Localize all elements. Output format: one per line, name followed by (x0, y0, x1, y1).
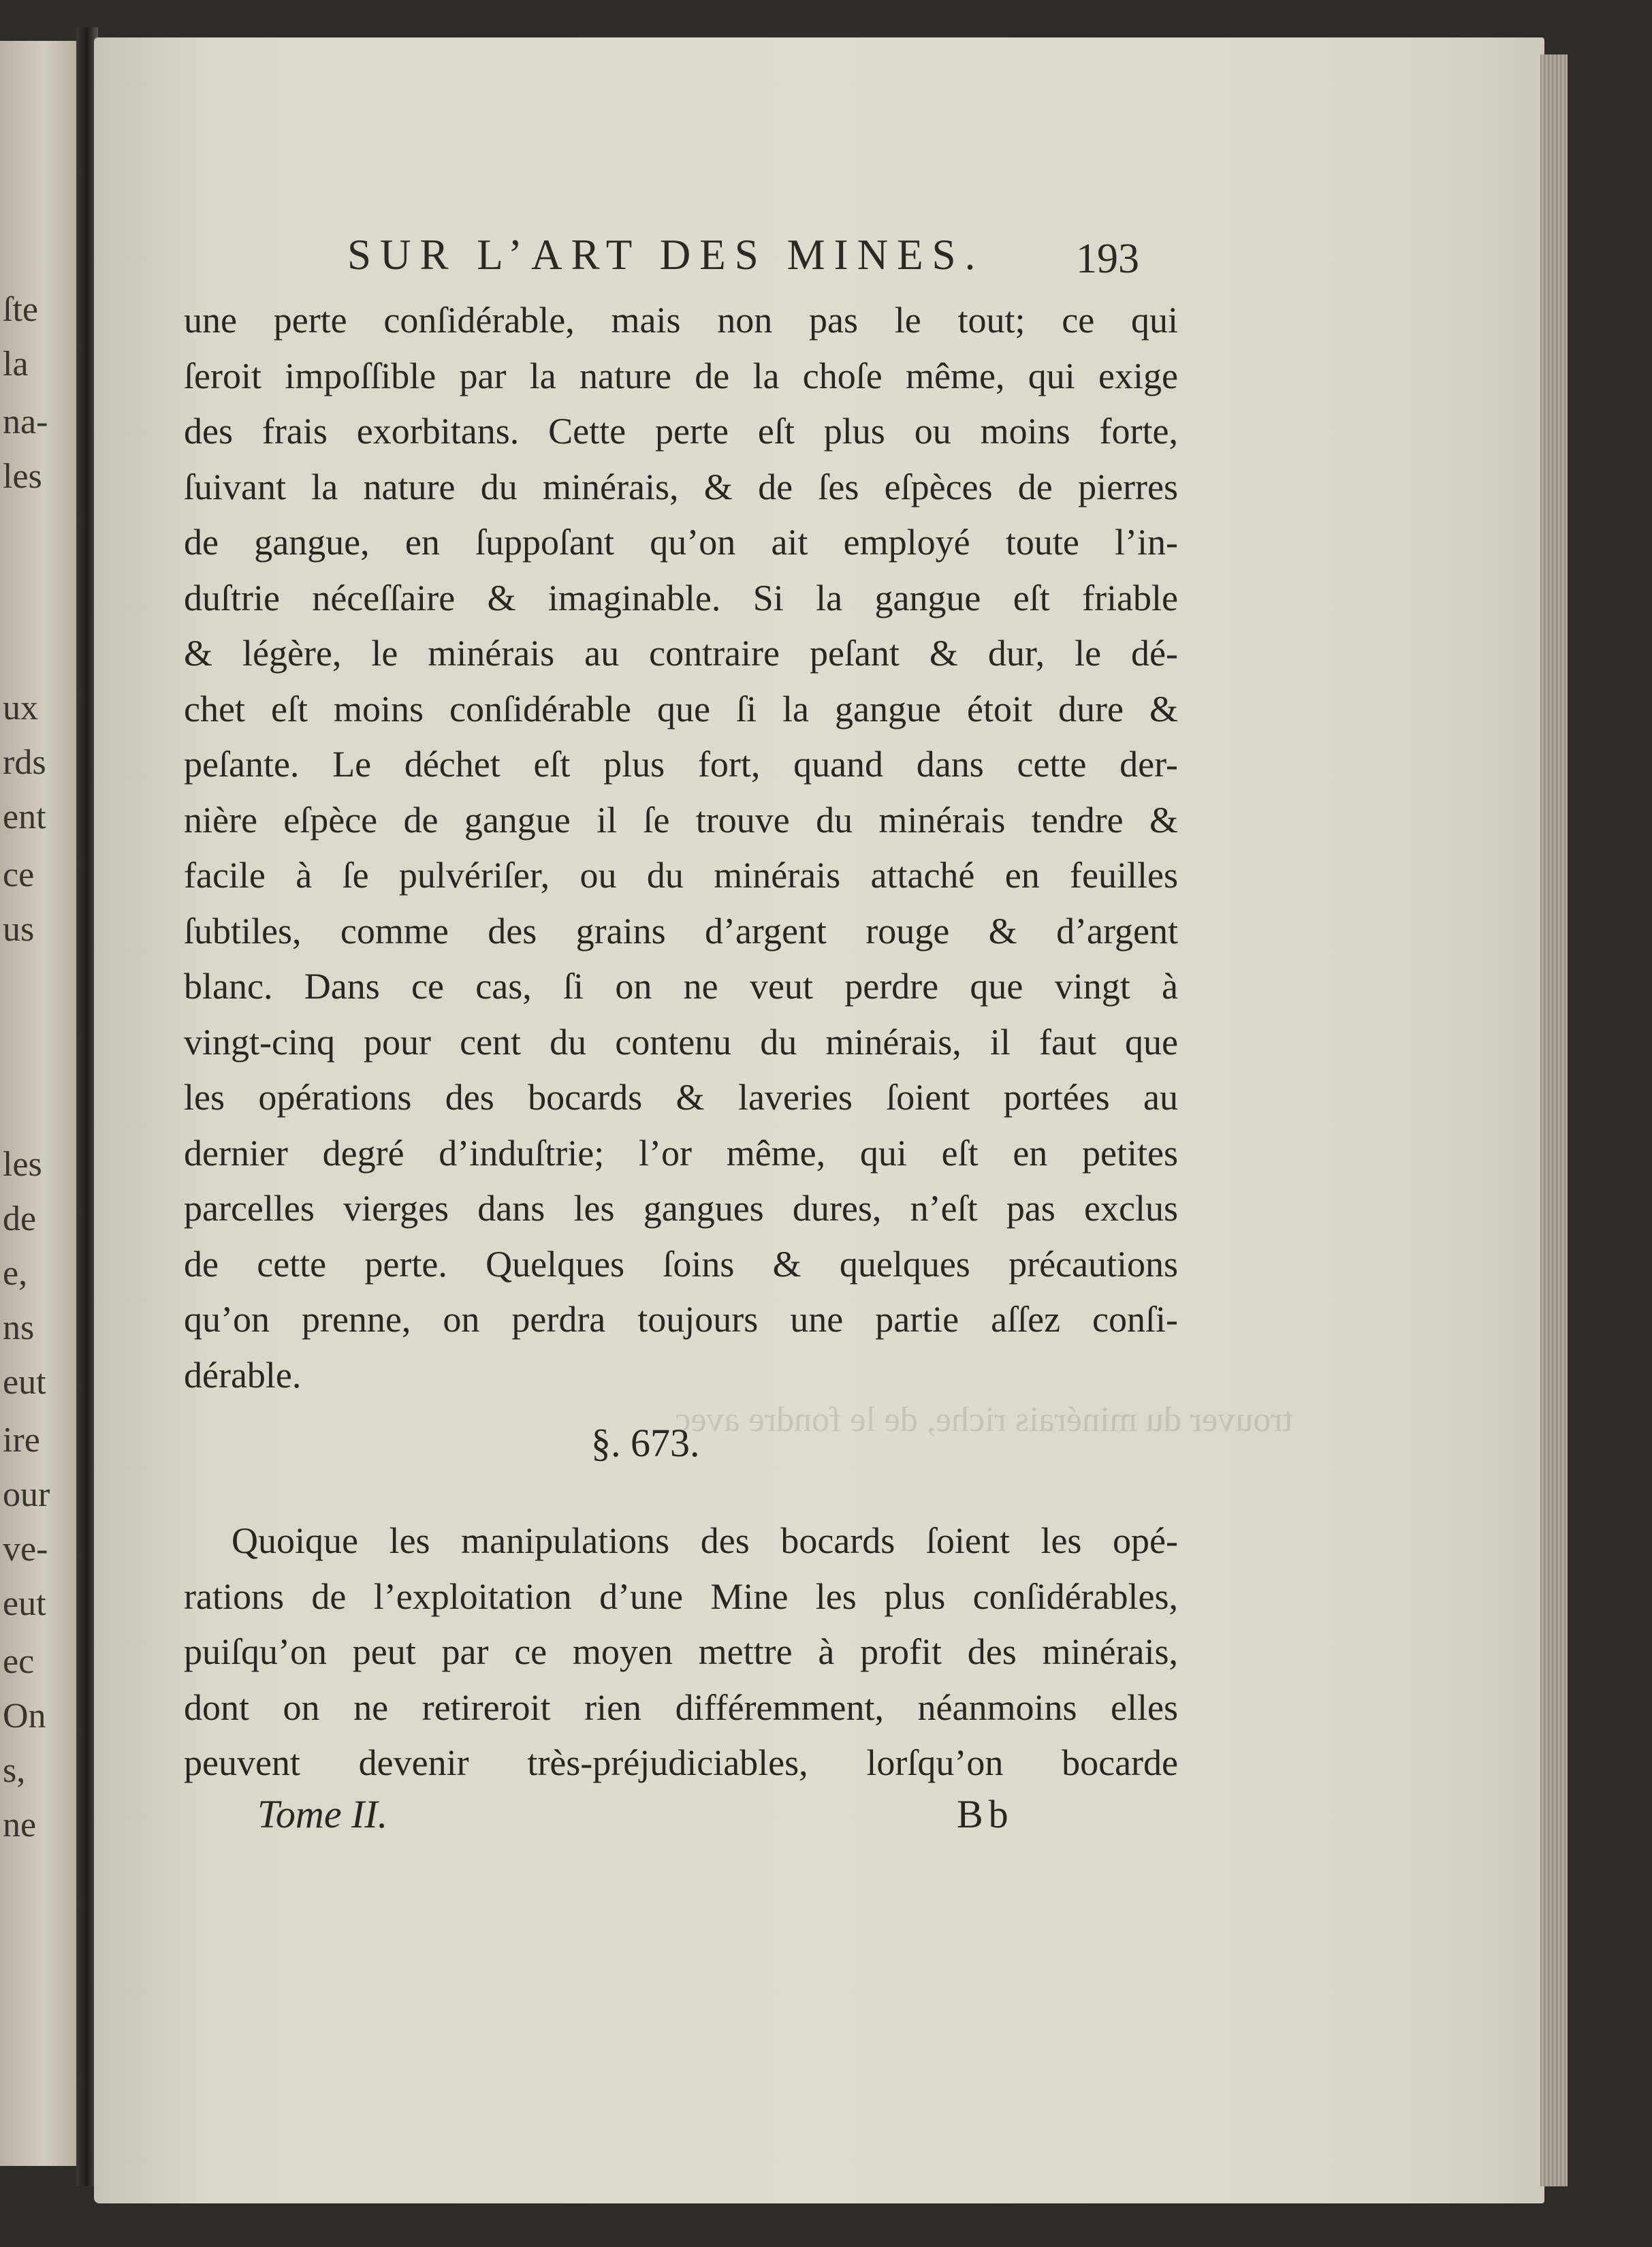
facing-page-fragment: rds (3, 743, 46, 782)
text-line: peſante. Le déchet eſt plus fort, quand dans cette der- (184, 744, 1178, 785)
page-fore-edge (1540, 54, 1568, 2186)
text-line: dernier degré d’induſtrie; l’or même, qui eſt en petites (184, 1132, 1178, 1174)
text-line: & légère, le minérais au contraire peſant & dur, le dé- (184, 633, 1178, 674)
text-line: dérable. (184, 1354, 302, 1396)
facing-page-fragment: ſte (3, 290, 38, 329)
text-line: puiſqu’on peut par ce moyen mettre à profit des minérais, (184, 1631, 1178, 1672)
text-line: facile à ſe pulvériſer, ou du minérais attaché en feuilles (184, 855, 1178, 896)
text-line: ſeroit impoſſible par la nature de la choſe même, qui exige (184, 355, 1178, 396)
text-line: qu’on prenne, on perdra toujours une partie aſſez conſi- (184, 1299, 1178, 1340)
section-number: §. 673. (591, 1421, 700, 1465)
facing-page-fragment: On (3, 1697, 46, 1735)
facing-page-fragment: eut (3, 1363, 46, 1402)
text-line: nière eſpèce de gangue il ſe trouve du minérais tendre & (184, 799, 1178, 840)
text-line: ſubtiles, comme des grains d’argent rouge & d’argent (184, 910, 1178, 952)
facing-page-edge (0, 41, 80, 2166)
paragraph-new (184, 1513, 1178, 1791)
text-line: dont on ne retireroit rien différemment, néanmoins elles (184, 1686, 1178, 1728)
signature-mark: Bb (957, 1792, 1014, 1836)
text-line: vingt-cinq pour cent du contenu du minérais, il faut que (184, 1021, 1178, 1063)
running-head: SUR L’ART DES MINES. (347, 231, 985, 279)
text-line: des frais exorbitans. Cette perte eſt plus ou moins forte, (184, 411, 1178, 452)
text-line: peuvent devenir très-préjudiciables, lorſqu’on bocarde (184, 1742, 1178, 1783)
text-line: de cette perte. Quelques ſoins & quelques précautions (184, 1243, 1178, 1285)
show-through-text: trouver du minérais riche, de le fondre avec (675, 1400, 1292, 1439)
facing-page-fragment: our (3, 1475, 50, 1514)
facing-page-fragment: les (3, 457, 42, 496)
facing-page-fragment: ent (3, 798, 46, 836)
page-number: 193 (1076, 236, 1139, 282)
facing-page-fragment: ne (3, 1806, 37, 1844)
text-line: une perte conſidérable, mais non pas le tout; ce qui (184, 300, 1178, 341)
facing-page-fragment: ve- (3, 1530, 48, 1569)
facing-page-fragment: na- (3, 403, 48, 441)
paragraph-continued (184, 293, 1178, 1403)
facing-page-fragment: ire (3, 1421, 40, 1460)
facing-page-fragment: ec (3, 1642, 35, 1681)
facing-page-fragment: s, (3, 1751, 26, 1790)
text-line: Quoique les manipulations des bocards ſoient les opé- (232, 1520, 1178, 1561)
facing-page-fragment: de (3, 1199, 37, 1238)
facing-page-fragment: e, (3, 1254, 28, 1293)
text-line: de gangue, en ſuppoſant qu’on ait employé toute l’in- (184, 522, 1178, 563)
facing-page-fragment: us (3, 910, 35, 949)
text-line: rations de l’exploitation d’une Mine les plus conſidérables, (184, 1575, 1178, 1617)
facing-page-fragment: la (3, 345, 29, 383)
text-line: chet eſt moins conſidérable que ſi la gangue étoit dure & (184, 688, 1178, 729)
text-line: parcelles vierges dans les gangues dures, n’eſt pas exclus (184, 1188, 1178, 1229)
text-line: ſuivant la nature du minérais, & de ſes eſpèces de pierres (184, 466, 1178, 507)
facing-page-fragment: les (3, 1145, 42, 1184)
facing-page-fragment: ux (3, 689, 38, 727)
text-line: les opérations des bocards & laveries ſoient portées au (184, 1077, 1178, 1118)
text-line: duſtrie néceſſaire & imaginable. Si la gangue eſt friable (184, 577, 1178, 618)
facing-page-fragment: ce (3, 855, 35, 894)
volume-signature: Tome II. (257, 1792, 388, 1836)
facing-page-fragment: eut (3, 1584, 46, 1623)
facing-page-fragment: ns (3, 1308, 35, 1347)
text-line: blanc. Dans ce cas, ſi on ne veut perdre que vingt à (184, 966, 1178, 1007)
